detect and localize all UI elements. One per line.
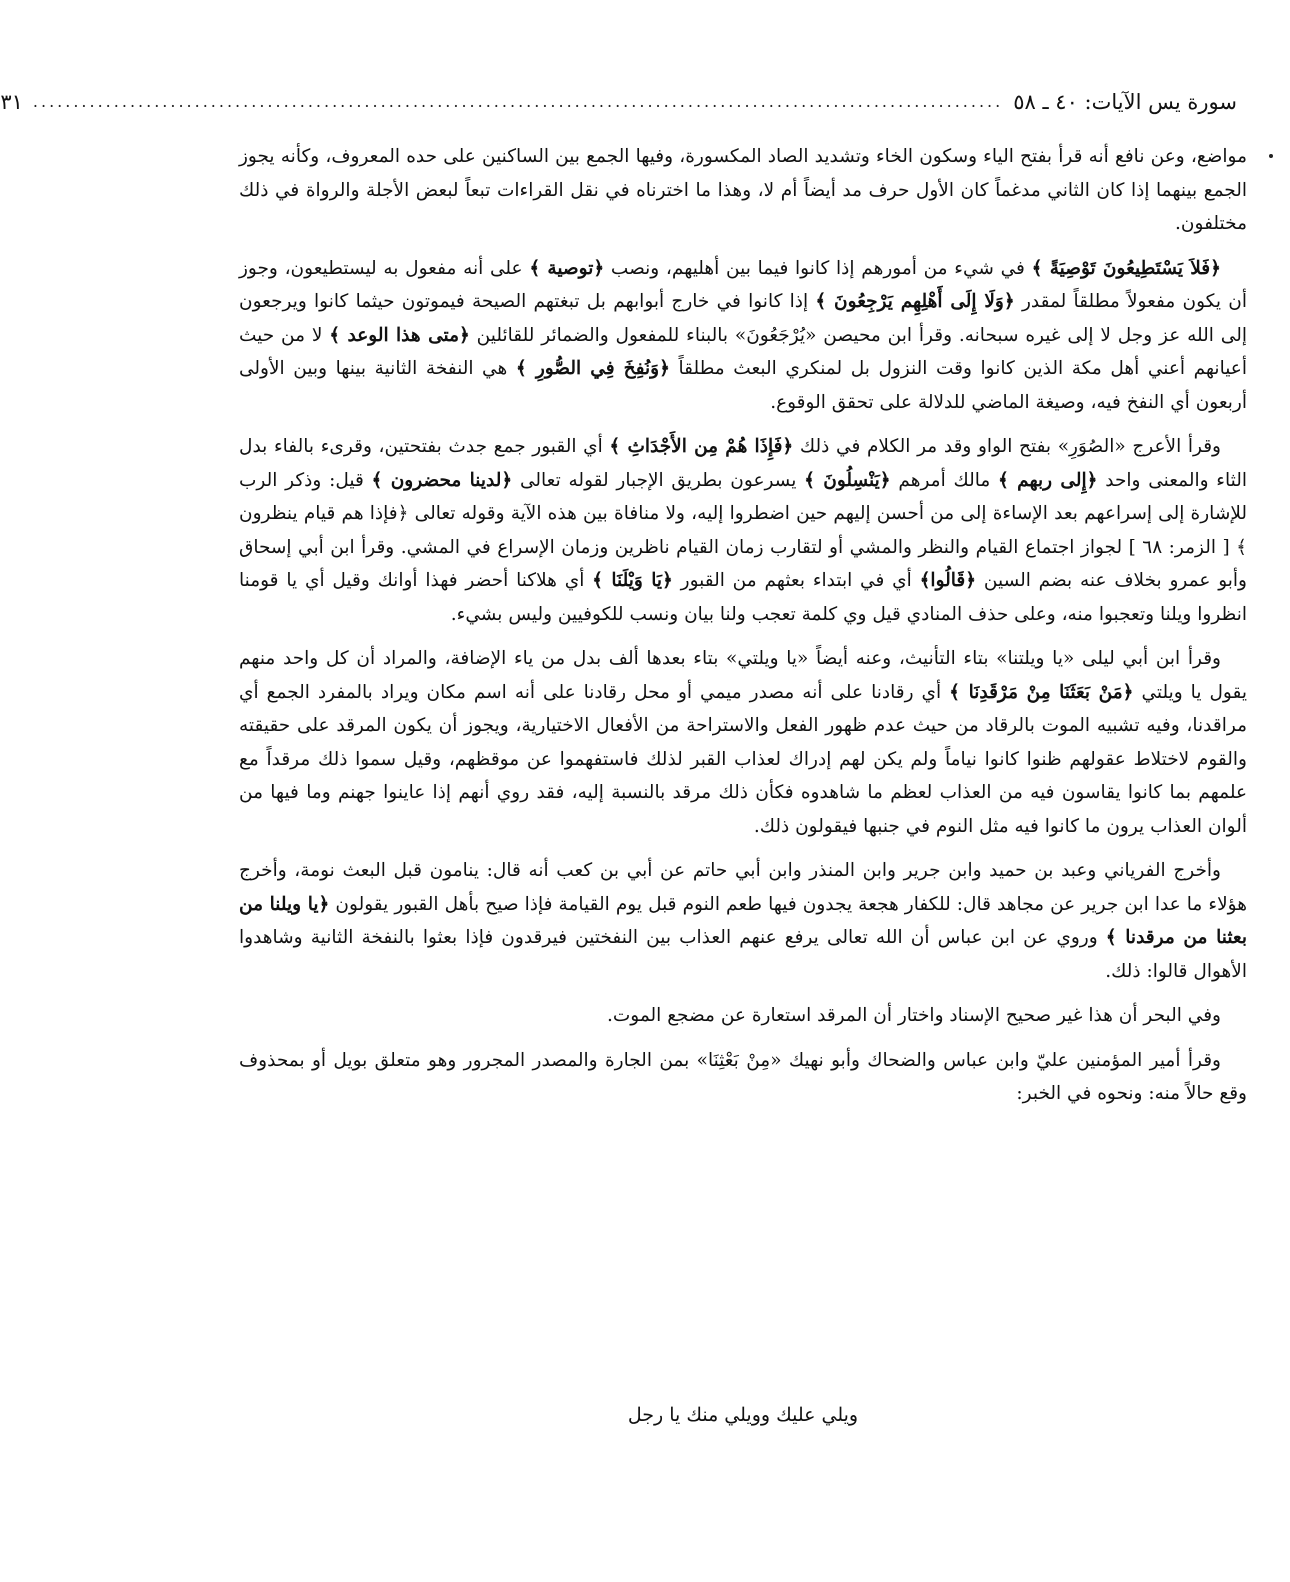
quran-citation: ﴿توصية ﴾ (529, 257, 605, 279)
page-number: ٣١ (0, 90, 23, 114)
text-segment: قيل: وذكر الرب للإشارة إلى إسراعهم بعد الإساءة إلى من أحسن إليهم حين اضطروا إليه، ولا منافاة بين هذه الآية وقوله تعالى ﴿فإذا هم قيام ينظرون ﴾ [ الزمر: ٦٨ ] لجواز اجتماع القيام والنظر والمشي أو لتقارب زمان القيام ناظرين وزمان الإسراع في المشي. وقرأ ابن أبي إسحاق وأبو عمرو بخلاف عنه بضم السين (239, 469, 1247, 591)
quran-citation: ﴿إِلى ربهم ﴾ (998, 469, 1098, 491)
text-segment: وقرأ أمير المؤمنين عليّ وابن عباس والضحاك وأبو نهيك «مِنْ بَعْثِنَا» بمن الجارة والمصدر المجرور وهو متعلق بويل أو بمحذوف وقع حالاً منه: ونحوه في الخبر: (239, 1049, 1247, 1104)
text-segment: وروي عن ابن عباس أن الله تعالى يرفع عنهم العذاب بين النفختين فيرقدون فإذا بعثوا بالنفخة الثانية وشاهدوا الأهوال قالوا: ذلك. (239, 927, 1247, 982)
text-segment: وقرأ ابن أبي ليلى «يا ويلتنا» بتاء التأنيث، وعنه أيضاً «يا ويلتي» بتاء بعدها ألف بدل من ياء الإضافة، والمراد أن كل واحد منهم يقول يا ويلتي (239, 648, 1247, 703)
quran-citation: ﴿قَالُوا﴾ (919, 570, 977, 591)
text-segment: أي رقادنا على أنه مصدر ميمي أو محل رقادنا على أنه اسم مكان ويراد بالمفرد الجمع أي مراقدنا، وفيه تشبيه الموت بالرقاد من حيث عدم ظهور الفعل والاستراحة من الأفعال الاختيارية، ويجوز أن يكون المرقد على حقيقته والقوم لاختلاط عقولهم ظنوا كانوا نياماً ولم يكن لهم إدراك لعذاب القبر لذلك فاستفهموا عن موقظهم، وقيل سموا ذلك مرقداً مع علمهم بما كانوا يقاسون فيه من العذاب لعظم ما شاهدوه فكأن ذلك مرقد بالنسبة إليه، فقد روي أنهم إذا عاينوا جهنم وما فيها من ألوان العذاب يرون ما كانوا فيه مثل النوم في جنبها فيقولون ذلك. (239, 681, 1247, 837)
quran-citation: ﴿فَلاَ يَسْتَطِيعُونَ تَوْصِيَةً ﴾ (1031, 257, 1221, 279)
header-title: سورة يس الآيات: ٤٠ ـ ٥٨ (1013, 90, 1237, 114)
text-segment: هي النفخة الثانية بينها وبين الأولى أربعون أي النفخ فيه، وصيغة الماضي للدلالة على تحقق الوقوع. (239, 358, 1247, 413)
quran-citation: ﴿وَلَا إِلَى أَهْلِهِم يَرْجِعُونَ ﴾ (815, 291, 1015, 312)
text-segment: مالك أمرهم (890, 469, 999, 491)
text-segment: وأخرج الفرياني وعبد بن حميد وابن جرير وابن المنذر وابن أبي حاتم عن أبي بن كعب أنه قال: ينامون قبل البعث نومة، وأخرج هؤلاء ما عدا ابن جرير عن مجاهد قال: للكفار هجعة يجدون فيها طعم النوم قبل يوم القيامة فإذا صيح بأهل القبور يقولون (239, 860, 1247, 915)
header-leader-dots: ........................................................................................................................ (32, 92, 1004, 111)
paragraph-7 (239, 1044, 1247, 1111)
text-segment: لا من حيث أعيانهم أعني أهل مكة الذين كانوا وقت النزول بل لمنكري البعث مطلقاً (239, 324, 1247, 379)
quran-citation: ﴿لدينا محضرون ﴾ (371, 469, 513, 491)
quran-citation: ﴿متى هذا الوعد ﴾ (329, 324, 470, 346)
text-segment: إذا كانوا في خارج أبوابهم بل تبغتهم الصيحة فيموتون حيثما كانوا ويرجعون إلى الله عز وجل لا إلى غيره سبحانه. وقرأ ابن محيصن «يُرْجَعُونَ» بالبناء للمفعول والضمائر للقائلين (239, 291, 1247, 346)
body-text (239, 140, 1247, 1122)
paragraph-3 (239, 430, 1247, 631)
text-segment: أي هلاكنا أحضر فهذا أوانك وقيل أي يا قومنا انظروا ويلنا وتعجبوا منه، وعلى حذف المنادي قيل وي كلمة تعجب ولنا بيان ونسب للكوفيين وليس بشيء. (239, 570, 1247, 625)
paragraph-2 (239, 252, 1247, 420)
quran-citation: ﴿وَنُفِخَ فِي الصُّورِ ﴾ (515, 358, 670, 379)
text-segment: أي في ابتداء بعثهم من القبور (672, 570, 920, 591)
paragraph-1 (239, 140, 1247, 241)
text-segment: في شيء من أمورهم إذا كانوا فيما بين أهليهم، ونصب (604, 257, 1032, 279)
text-segment: مواضع، وعن نافع أنه قرأ بفتح الياء وسكون الخاء وتشديد الصاد المكسورة، وفيها الجمع بين الساكنين على حده المعروف، وكأنه يجوز الجمع بينهما إذا كان الثاني مدغماً كان الأول حرف مد أيضاً أم لا، وهذا ما اخترناه في نقل القراءات تبعاً لبعض الأجلة والرواة في ذلك مختلفون. (239, 146, 1247, 234)
paragraph-4 (239, 642, 1247, 843)
quran-citation: ﴿يَنْسِلُونَ ﴾ (804, 469, 891, 491)
text-segment: على أنه مفعول به ليستطيعون، وجوز أن يكون مفعولاً مطلقاً لمقدر (239, 257, 1247, 312)
text-segment: وفي البحر أن هذا غير صحيح الإسناد واختار أن المرقد استعارة عن مضجع الموت. (607, 1005, 1221, 1026)
margin-dot-mark (1269, 154, 1273, 158)
paragraph-6 (239, 999, 1247, 1033)
text-segment: يسرعون بطريق الإجبار لقوله تعالى (512, 469, 805, 491)
quran-citation: ﴿يَا وَيْلَنَا ﴾ (592, 570, 673, 591)
poem-verse: ويلي عليك وويلي منك يا رجل (627, 1404, 859, 1426)
quran-citation: ﴿يا ويلنا من بعثنا من مرقدنا ﴾ (239, 893, 1247, 948)
quran-citation: ﴿مَنْ بَعَثَنَا مِنْ مَرْقَدِنَا ﴾ (949, 681, 1134, 703)
text-segment: أي القبور جمع جدث بفتحتين، وقرىء بالفاء بدل الثاء والمعنى واحد (239, 436, 1248, 491)
paragraph-5 (239, 854, 1247, 988)
quran-citation: ﴿فَإِذَا هُمْ مِن الأَجْدَاثِ ﴾ (609, 436, 794, 457)
text-segment: وقرأ الأعرج «الصُوَرِ» بفتح الواو وقد مر الكلام في ذلك (793, 436, 1221, 457)
running-header (0, 84, 1237, 120)
